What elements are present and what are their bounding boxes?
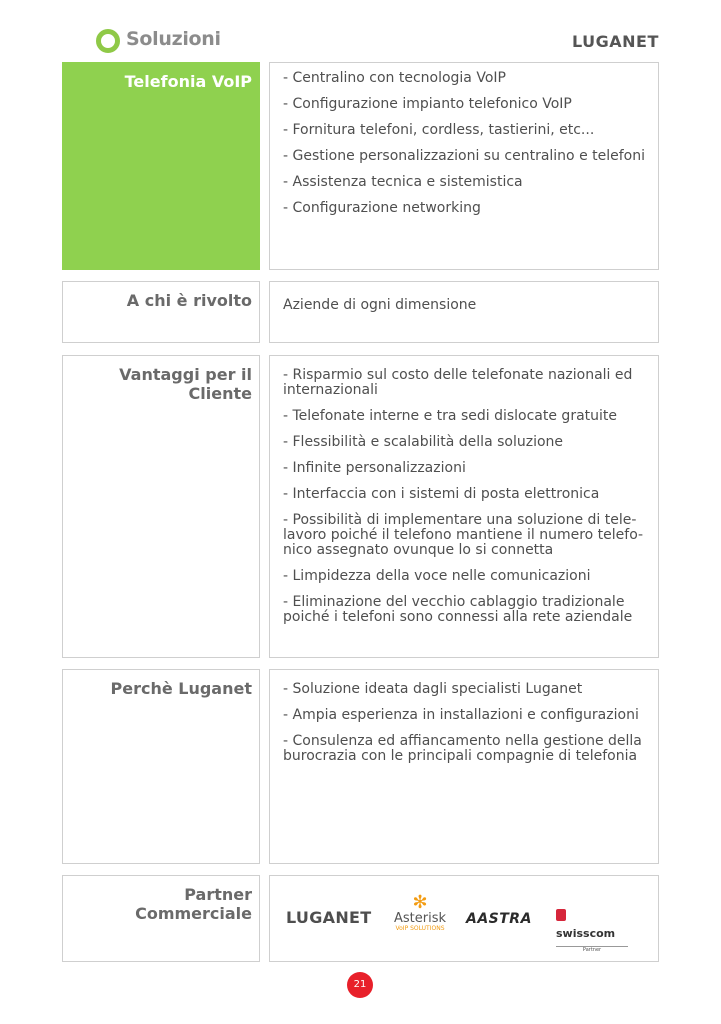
list-item: - Consulenza ed affiancamento nella gestione della burocrazia con le principali compagnie di telefonia (283, 733, 642, 764)
list-item: - Risparmio sul costo delle telefonate nazionali ed internazionali (283, 367, 633, 398)
circle-icon (96, 29, 120, 53)
page-header (0, 0, 721, 60)
list-item: - Soluzione ideata dagli specialisti Luganet (283, 681, 583, 697)
list-item: - Configurazione networking (283, 200, 481, 216)
asterisk-star-icon: ✻ (412, 892, 428, 913)
section-label-advantages: Vantaggi per il Cliente (62, 355, 260, 658)
luganet-logo: LUGANET (572, 32, 659, 51)
list-item: Aziende di ogni dimensione (283, 297, 477, 313)
list-item: - Telefonate interne e tra sedi dislocate gratuite (283, 408, 618, 424)
section-content-target (269, 281, 659, 343)
list-item: - Infinite personalizzazioni (283, 460, 466, 476)
swisscom-mark-icon (556, 909, 566, 921)
luganet-partner-logo: LUGANET (286, 908, 372, 927)
page-title: Soluzioni (126, 28, 221, 50)
swisscom-logo: swisscom Partner (556, 904, 628, 954)
section-label-voip: Telefonia VoIP (62, 62, 260, 270)
section-content-partners (269, 875, 659, 962)
list-item: - Assistenza tecnica e sistemistica (283, 174, 523, 190)
list-item: - Centralino con tecnologia VoIP (283, 70, 506, 86)
section-content-advantages (269, 355, 659, 658)
section-label-why: Perchè Luganet (62, 669, 260, 864)
list-item: - Possibilità di implementare una soluzione di tele-lavoro poiché il telefono mantiene il numero telefo-nico assegnato ovunque lo si connetta (283, 512, 644, 558)
section-label-target: A chi è rivolto (62, 281, 260, 343)
list-item: - Limpidezza della voce nelle comunicazioni (283, 568, 591, 584)
aastra-logo: AASTRA (466, 911, 532, 927)
list-item: - Flessibilità e scalabilità della soluzione (283, 434, 564, 450)
section-content-voip (269, 62, 659, 270)
list-item: - Configurazione impianto telefonico VoIP (283, 96, 572, 112)
list-item: - Fornitura telefoni, cordless, tastierini, etc... (283, 122, 595, 138)
list-item: - Eliminazione del vecchio cablaggio tradizionale poiché i telefoni sono connessi alla rete aziendale (283, 594, 633, 625)
list-item: - Gestione personalizzazioni su centralino e telefoni (283, 148, 645, 164)
section-content-why (269, 669, 659, 864)
list-item: - Ampia esperienza in installazioni e configurazioni (283, 707, 639, 723)
list-item: - Interfaccia con i sistemi di posta elettronica (283, 486, 600, 502)
asterisk-logo: ✻ Asterisk VoIP SOLUTIONS (390, 894, 450, 932)
page-number: 21 (347, 972, 373, 998)
section-label-partners: Partner Commerciale (62, 875, 260, 962)
